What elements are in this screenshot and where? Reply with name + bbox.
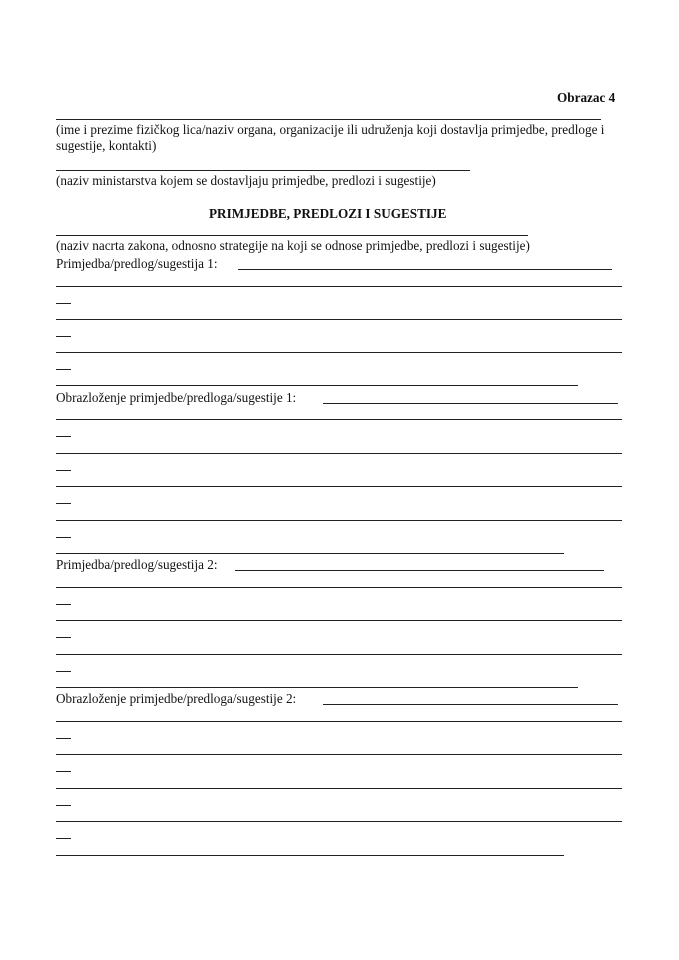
draft-caption: (naziv nacrta zakona, odnosno strategije na koji se odnose primjedbe, predlozi i sugestije) [56,238,530,253]
section-1-line[interactable] [56,286,622,287]
section-label-2: Obrazloženje primjedbe/predloga/sugestije 1: [56,390,297,405]
section-4-dash [56,771,71,772]
section-2-line[interactable] [56,553,564,554]
section-3-line[interactable] [56,687,578,688]
section-1-dash [56,369,71,370]
section-4-dash [56,738,71,739]
section-4-dash [56,805,71,806]
section-2-line[interactable] [56,453,622,454]
ministry-line[interactable] [56,170,470,171]
section-1-line[interactable] [56,319,622,320]
section-4-line[interactable] [56,721,622,722]
section-3-dash [56,637,71,638]
section-2-dash [56,537,71,538]
section-2-dash [56,436,71,437]
section-4-dash [56,838,71,839]
section-1-dash [56,303,71,304]
ministry-caption: (naziv ministarstva kojem se dostavljaju primjedbe, predlozi i sugestije) [56,173,436,188]
section-1-line[interactable] [56,385,578,386]
section-3-label-line[interactable] [235,570,604,571]
submitter-caption: (ime i prezime fizičkog lica/naziv organa, organizacije ili udruženja koji dostavlja primjedbe, predloge i sugestije, kontakti) [56,122,605,153]
section-3-line[interactable] [56,654,622,655]
section-1-label-line[interactable] [238,269,612,270]
form-number: Obrazac 4 [557,90,616,105]
section-2-line[interactable] [56,520,622,521]
section-2-line[interactable] [56,486,622,487]
section-1-dash [56,336,71,337]
form-title: PRIMJEDBE, PREDLOZI I SUGESTIJE [209,206,447,221]
section-2-dash [56,503,71,504]
submitter-line[interactable] [56,119,601,120]
section-label-1: Primjedba/predlog/sugestija 1: [56,256,218,271]
section-3-line[interactable] [56,620,622,621]
draft-line[interactable] [56,235,528,236]
section-2-label-line[interactable] [323,403,618,404]
section-4-label-line[interactable] [323,704,618,705]
section-2-line[interactable] [56,419,622,420]
section-4-line[interactable] [56,821,622,822]
section-4-line[interactable] [56,855,564,856]
section-3-dash [56,671,71,672]
section-label-3: Primjedba/predlog/sugestija 2: [56,557,218,572]
section-4-line[interactable] [56,754,622,755]
section-3-dash [56,604,71,605]
section-2-dash [56,470,71,471]
section-label-4: Obrazloženje primjedbe/predloga/sugestije 2: [56,691,297,706]
section-3-line[interactable] [56,587,622,588]
section-4-line[interactable] [56,788,622,789]
section-1-line[interactable] [56,352,622,353]
